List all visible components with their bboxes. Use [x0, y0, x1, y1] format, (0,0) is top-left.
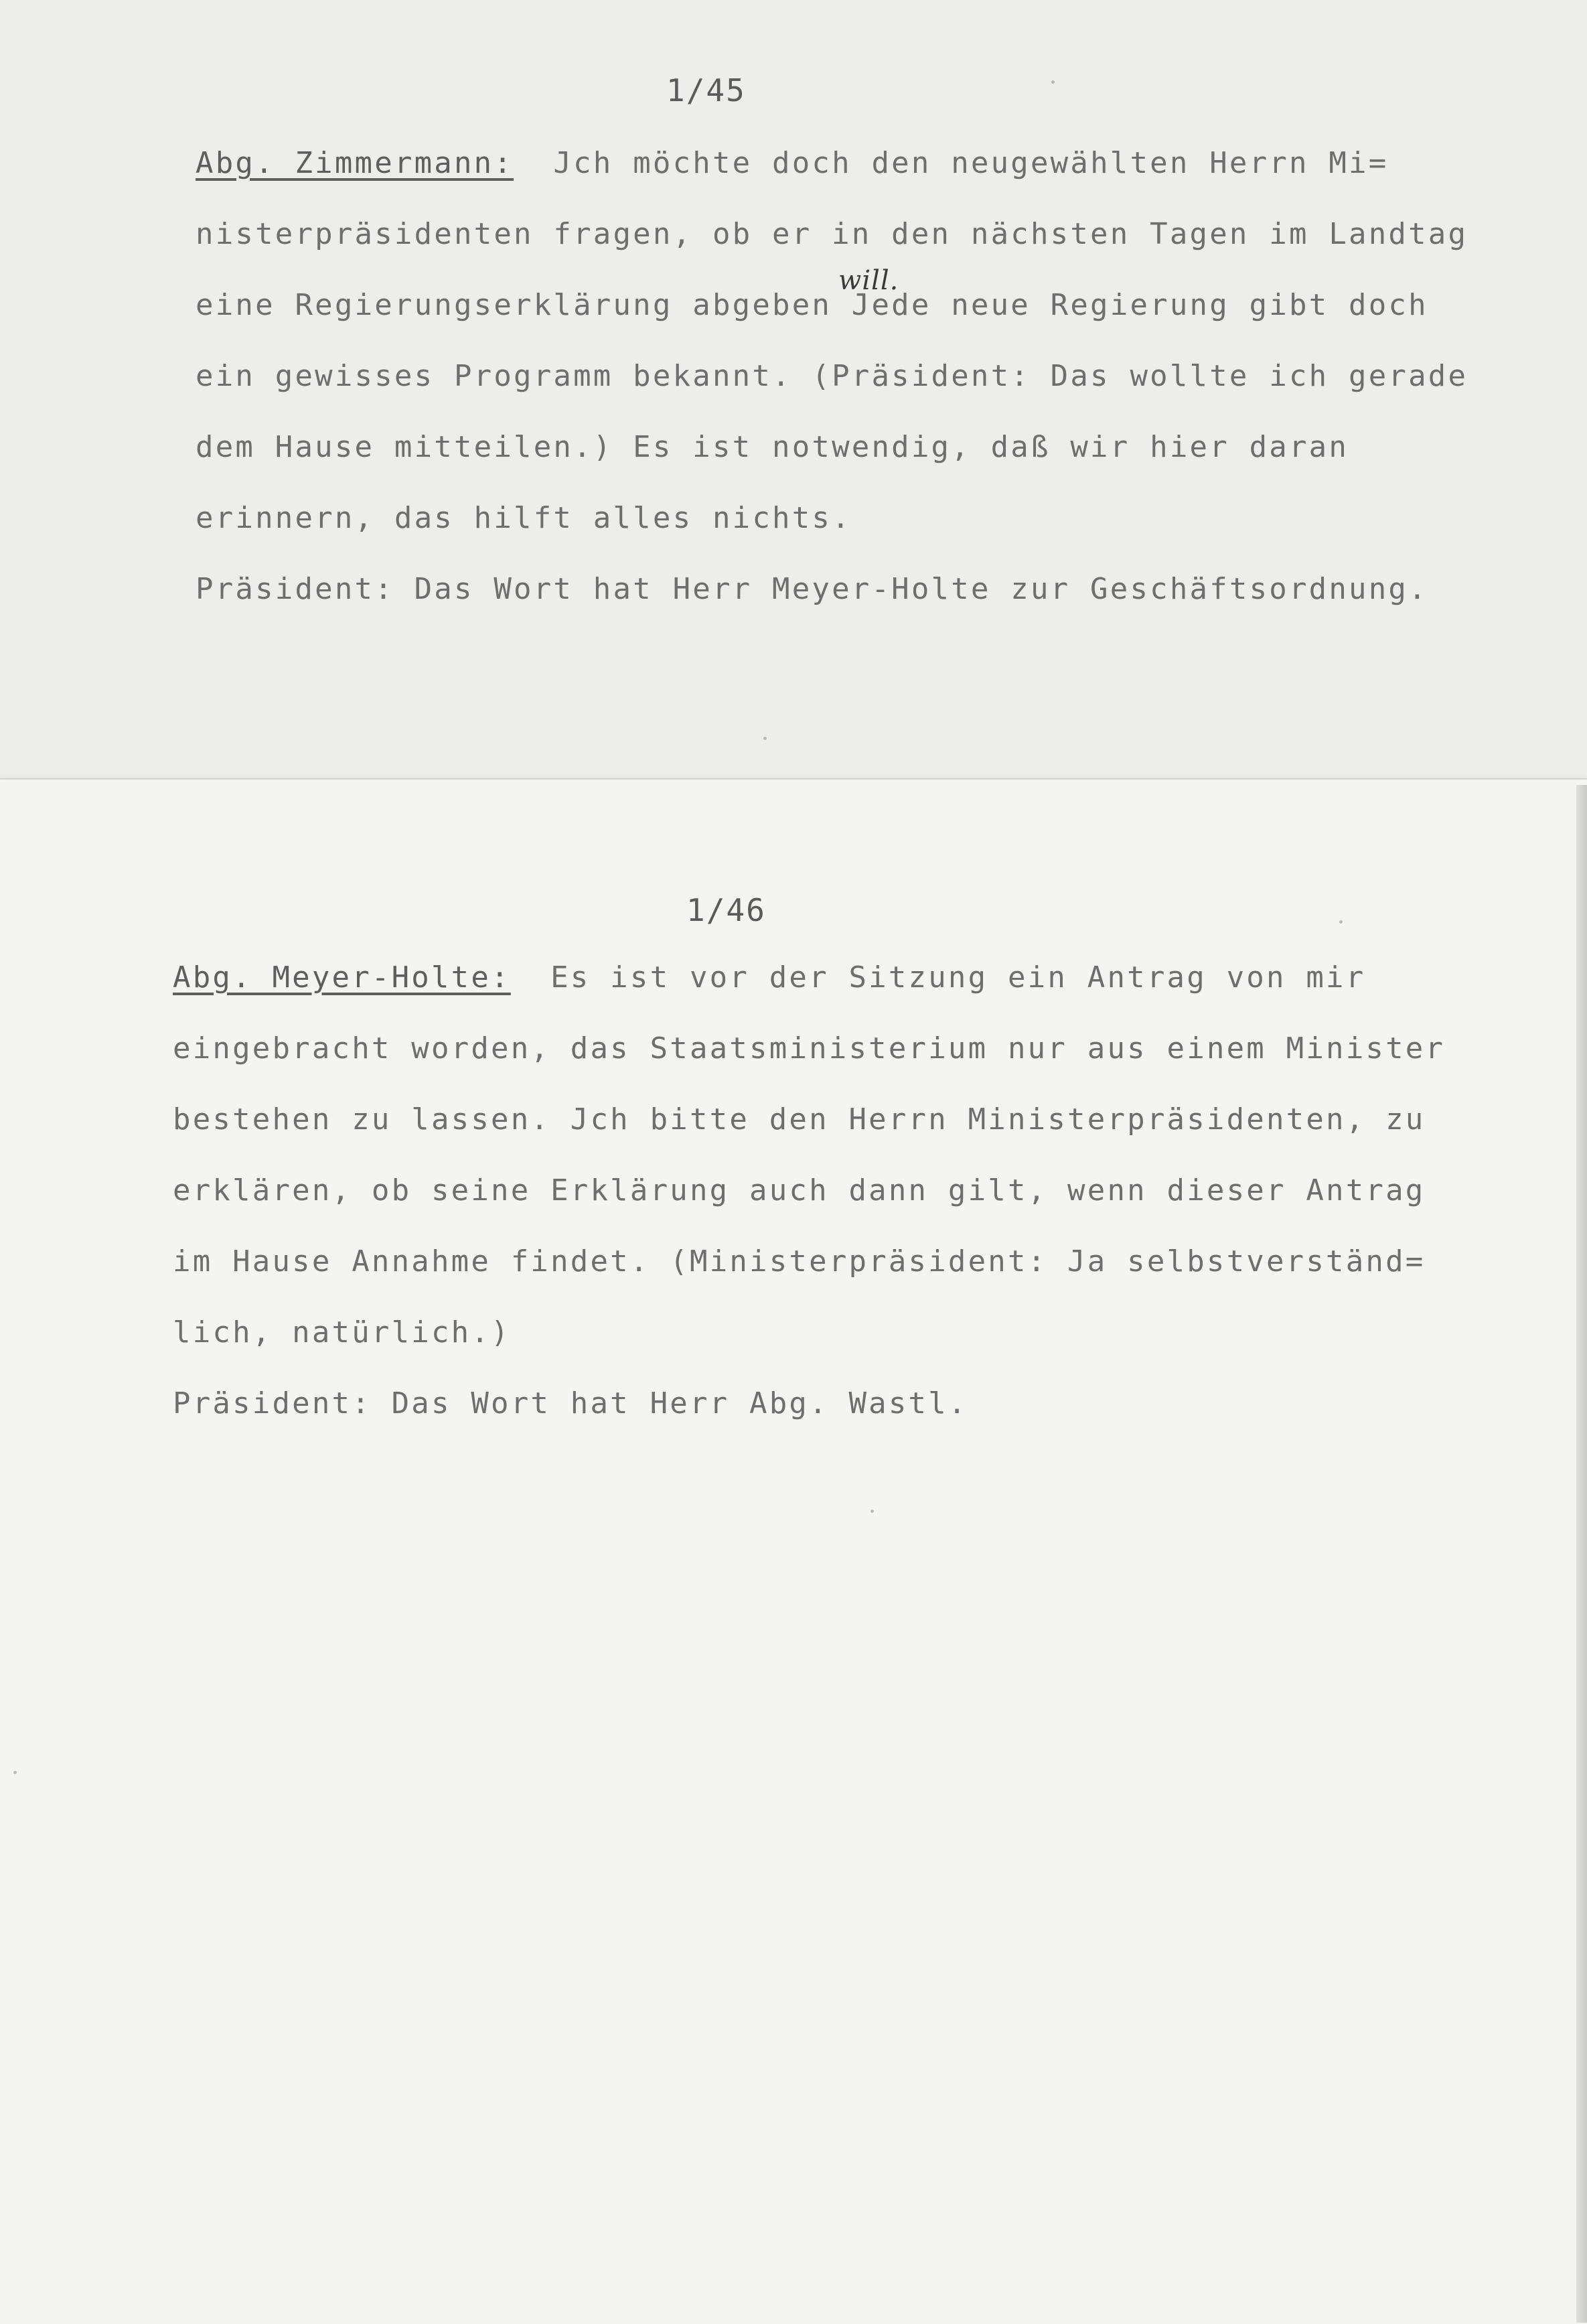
transcript-line: Präsident: Das Wort hat Herr Meyer-Holte zur Geschäftsordnung.: [196, 572, 1428, 606]
transcript-line: bestehen zu lassen. Jch bitte den Herrn Ministerpräsidenten, zu: [173, 1102, 1426, 1137]
paper-speck: [1339, 920, 1343, 924]
speaker-label: Abg. Zimmermann:: [196, 146, 514, 180]
page-number: 1/46: [686, 892, 766, 928]
transcript-line: lich, natürlich.): [173, 1315, 511, 1350]
transcript-line: eine Regierungserklärung abgeben Jede neue Regierung gibt doch: [196, 288, 1428, 322]
paper-speck: [1051, 80, 1055, 84]
transcript-line: erklären, ob seine Erklärung auch dann gilt, wenn dieser Antrag: [173, 1173, 1426, 1208]
transcript-line: [173, 960, 1365, 995]
transcript-line: eingebracht worden, das Staatsministerium nur aus einem Minister: [173, 1031, 1446, 1066]
line-text: Jch möchte doch den neugewählten Herrn Mi=: [514, 146, 1389, 180]
page-edge-shadow: [1576, 785, 1587, 2323]
transcript-line: im Hause Annahme findet. (Ministerpräsident: Ja selbstverständ=: [173, 1244, 1426, 1279]
transcript-line: nisterpräsidenten fragen, ob er in den nächsten Tagen im Landtag: [196, 217, 1468, 251]
transcript-line: Präsident: Das Wort hat Herr Abg. Wastl.: [173, 1386, 968, 1421]
lower-page: [0, 778, 1587, 2324]
paper-speck: [763, 737, 767, 740]
transcript-line: [196, 146, 1388, 180]
paper-speck: [871, 1510, 874, 1513]
line-text: Es ist vor der Sitzung ein Antrag von mir: [510, 960, 1366, 995]
upper-page: [0, 0, 1587, 784]
speaker-label: Abg. Meyer-Holte:: [173, 960, 511, 995]
handwritten-correction: will.: [838, 265, 899, 296]
paper-speck: [13, 1771, 17, 1774]
page-number: 1/45: [666, 72, 746, 108]
transcript-line: dem Hause mitteilen.) Es ist notwendig, daß wir hier daran: [196, 430, 1349, 464]
transcript-line: ein gewisses Programm bekannt. (Präsident: Das wollte ich gerade: [196, 359, 1468, 393]
transcript-line: erinnern, das hilft alles nichts.: [196, 501, 852, 535]
